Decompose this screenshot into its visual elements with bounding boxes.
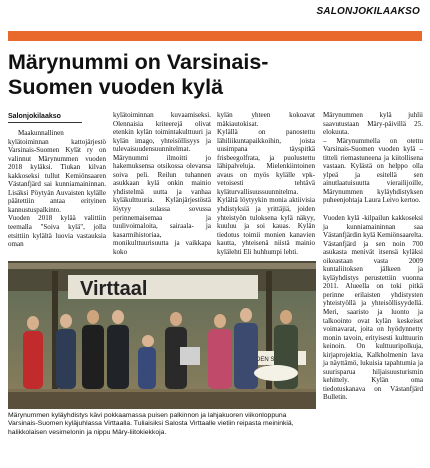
article-column-3: kylän yhteen kokoavat mäkiautokisat. Kylällä on panostettu lähiliikuntapaikkoihin, joista uusimpana täyspitkä frisbeegolfrata, ja puolustettu lähipalveluja. Mielenkiintoinen avaus on myös kylälle vpk-vetoisesti tehtävä kyläturvallisuussuunnitelma. Kylältä löytyykin monia aktiivisia yhdistyksiä ja yrittäjiä, joiden yhteistyön tuloksena kylä näkyy, kuuluu ja soi kauas. Kylän tiedotus toimii monien kanavien kautta, yhteisenä niistä mainio kylälehti Eli huhhumpi lehti. [217,111,315,256]
marquee-text: DEN [256,357,269,363]
article-column-4-continued: Vuoden kylä -kilpailun kakkoseksi ja kunniamaininnan saa Västanfjärdin kylä Kemiönsaarelta. Västanfjärd ja sen noin 700 asukasta menivät itsensä kyläksi oikeastaan vasta 2009 kuntaliitoksen jälkeen ja kyläyhdistys perustettiin vuonna 2011. Alueella on toki pitkä perinne erilaisten yhdistysten yhteistyöllä ja yhteisöllisyydellä. Meri, saaristo ja luonto ja talkoointo ovat kylän keskeiset voimavarat, joita on hyödynnetty monin tavoin, erityisesti kulttuurin keinoin. On kulttuuripolkuja, kirjaprojektia, Kalkholmenin lava ja näyttämö, lukuisia tapahtumia ja suurisparua hiljaisuusturismin kehittely. Kylän oma tiedotuskanava on Västanfjärd Bulletin. [323,214,423,402]
article-column-4: Märynummen kylä juhlii saavutustaan Märy-päivillä 25. elokuuta. – Märynummella on otettu Varsinais-Suomen vuoden kylä – titteli riemastuneena ja kiitollisena vastaan. Kylästä on helppo olla ylpeä ja esitellä sen ainutlaatuisuutta vierailijoille, Märynummen kyläyhdistyksen puheenjohtaja Laura Leivo kertoo. [323,111,423,205]
section-bar [8,31,422,41]
photo-caption: Märynummen kyläyhdistys kävi pokkaamassa puisen palkinnon ja lahjakuoren viikonloppuna Varsinais-Suomen kyläjuhlassa Virttaalla. Tuliaisiksi Salosta Virttaalle vietiin reipasta meininkiä, halikkolaisen vesimelonin ja nippu Märy-liitokiekkoja. [8,412,294,436]
byline-rule [8,122,82,123]
masthead: SALONJOKILAAKSO [316,6,420,17]
headline: Märynummi on Varsinais-Suomen vuoden kylä [8,50,269,99]
byline: Salonjokilaakso [8,113,61,120]
article-column-1: Maakunnallinen kylätoiminnan kattojärjestö Varsinais-Suomen Kylät ry on valinnut Märynummen vuoden 2018 kyläksi. Tiukan kilvan kakkoseksi tullut Kemiönsaaren Västanfjärd sai kunniamaininnan. Lisäksi Pöytyän Auvaisten kylälle päätettiin antaa erityinen kannustuspalkinto. Vuoden 2018 kylää valittiin teemalla "Soiva kylä", jolla etsittiin kylältä luovia vastauksia oman [8,129,106,249]
group-photo [8,261,316,409]
article-column-2: kylätoiminnan kuvaamiseksi. Olennaisia kriteerejä olivat etenkin kylän toimintakulttuuri ja kylän imago, yhteisöllisyys ja tulevaisuudensuunnitelmat. Märynummi ilmoitti jo hakemuksensa otsikossa olevansa soiva peli. Reilun tuhannen asukkaan kylä onkin mainio yhdistelmä uutta ja vanhaa kyläkulttuuria. Kylänjärjestöstä löytyy sulassa sovussa perinnemaisemaa ja tuulivoimaloita, sairaala- ja kasarmihistoriaa, monikulttuurisuutta ja vaikkapa koko [113,111,211,256]
group-photo-illustration [8,261,316,409]
stage-banner-text: Virttaal [80,278,148,300]
